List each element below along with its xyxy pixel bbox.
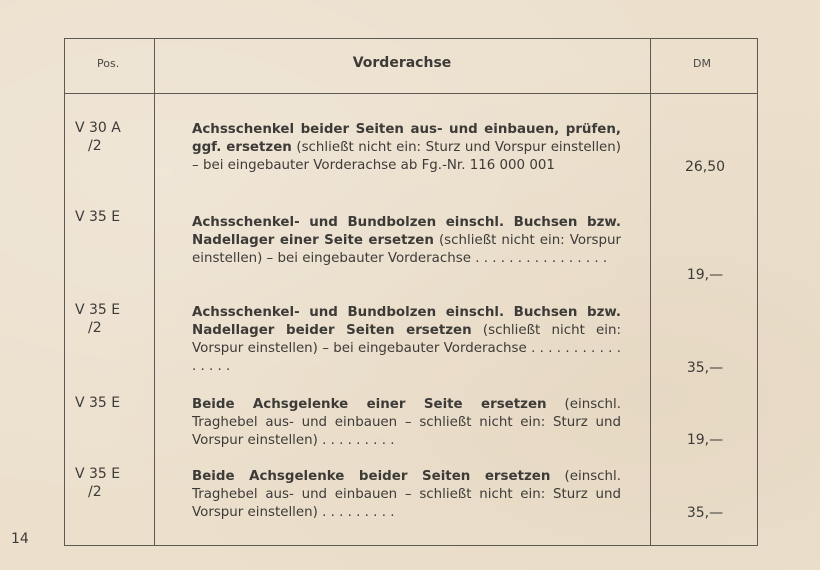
row-description: Achsschenkel- und Bundbolzen einschl. Buchsen bzw. Nadellager beider Seiten ersetzen (schließt nicht ein: Vorspur einstellen) – bei eingebauter Vorderachse . . . . . . . . . . . . . . . . bbox=[192, 305, 621, 374]
row-price: 26,50 bbox=[684, 159, 726, 175]
table-title: Vorderachse bbox=[352, 55, 452, 71]
price-table bbox=[64, 38, 758, 546]
row-price: 19,— bbox=[686, 432, 724, 448]
row-description: Beide Achsgelenke beider Seiten ersetzen (einschl. Traghebel aus- und einbauen – schließt nicht ein: Sturz und Vorspur einstellen) . . . . . . . . . bbox=[192, 469, 622, 520]
column-divider bbox=[154, 39, 155, 545]
header-price: DM bbox=[693, 57, 711, 70]
row-price: 35,— bbox=[686, 360, 724, 376]
row-description: Achsschenkel beider Seiten aus- und einbauen, prüfen, ggf. ersetzen (schließt nicht ein: Sturz und Vorspur einstellen) – bei eingebauter Vorderachse ab Fg.-Nr. 116 000 001 bbox=[192, 122, 621, 173]
page-number: 14 bbox=[11, 531, 29, 547]
row-position: V 30 A /2 bbox=[75, 120, 121, 154]
row-position: V 35 E /2 bbox=[75, 302, 121, 336]
header-divider bbox=[65, 93, 757, 94]
row-price: 35,— bbox=[686, 505, 724, 521]
row-position: V 35 E bbox=[75, 395, 121, 411]
row-price: 19,— bbox=[686, 267, 724, 283]
column-divider bbox=[650, 39, 651, 545]
row-description: Achsschenkel- und Bundbolzen einschl. Buchsen bzw. Nadellager einer Seite ersetzen (schließt nicht ein: Vorspur einstellen) – bei eingebauter Vorderachse . . . . . . . . . . . . . . . . bbox=[192, 215, 621, 266]
row-description: Beide Achsgelenke einer Seite ersetzen (einschl. Traghebel aus- und einbauen – schließt nicht ein: Sturz und Vorspur einstellen) . . . . . . . . . bbox=[192, 397, 621, 448]
row-position: V 35 E /2 bbox=[75, 466, 121, 500]
header-pos: Pos. bbox=[97, 57, 120, 70]
row-position: V 35 E bbox=[75, 209, 121, 225]
